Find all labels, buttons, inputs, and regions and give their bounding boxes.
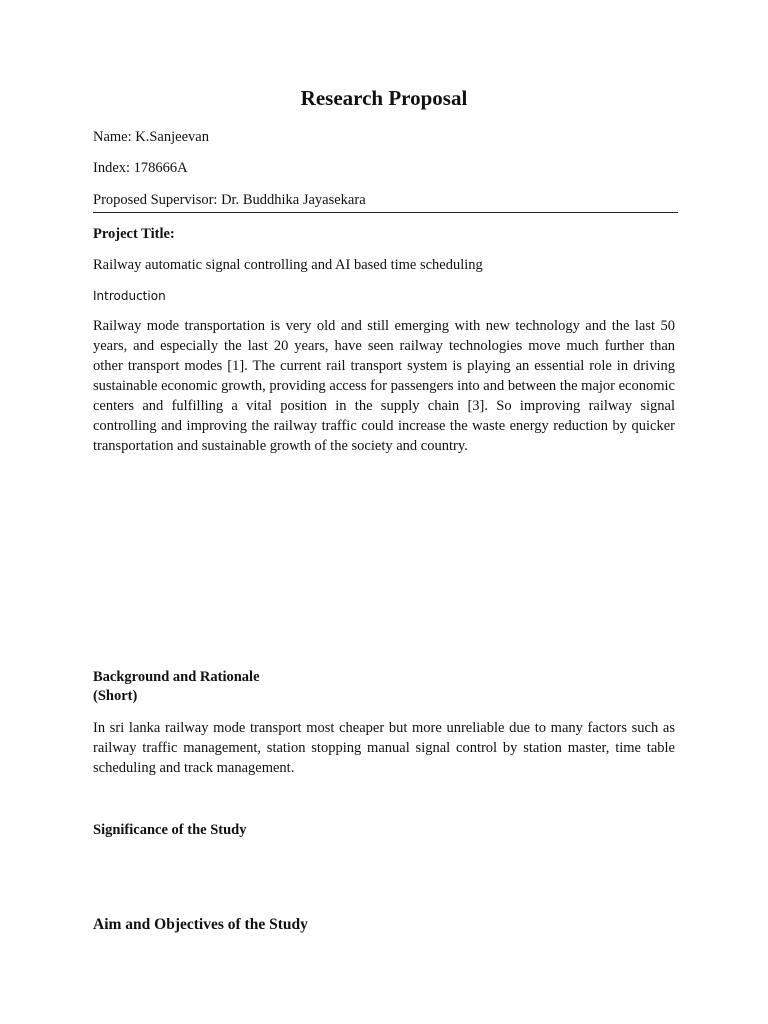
introduction-paragraph: Railway mode transportation is very old and still emerging with new technology and the last 50 years, and especially the last 20 years, have seen railway technologies move much further than other transport modes [1]. The current rail transport system is playing an essential role in driving sustainable economic growth, providing access for passengers into and between the major economic centers and fulfilling a vital position in the supply chain [3]. So improving railway signal controlling and improving the railway traffic could increase the waste energy reduction by quicker transportation and sustainable growth of the society and country. xyxy=(93,318,675,454)
project-title-heading: Project Title: xyxy=(93,226,175,242)
header-divider xyxy=(93,212,678,213)
aims-heading: Aim and Objectives of the Study xyxy=(93,916,308,933)
supervisor-line: Proposed Supervisor: Dr. Buddhika Jayasekara xyxy=(93,192,366,208)
background-paragraph: In sri lanka railway mode transport most cheaper but more unreliable due to many factors such as railway traffic management, station stopping manual signal control by station master, time table scheduling and track management. xyxy=(93,720,675,776)
index-line: Index: 178666A xyxy=(93,160,188,176)
background-subheading: (Short) xyxy=(93,688,138,704)
background-heading: Background and Rationale xyxy=(93,669,260,685)
name-line: Name: K.Sanjeevan xyxy=(93,129,209,145)
document-title: Research Proposal xyxy=(300,86,468,110)
significance-heading: Significance of the Study xyxy=(93,822,247,838)
project-title-text: Railway automatic signal controlling and AI based time scheduling xyxy=(93,257,483,273)
introduction-heading: Introduction xyxy=(93,289,166,303)
